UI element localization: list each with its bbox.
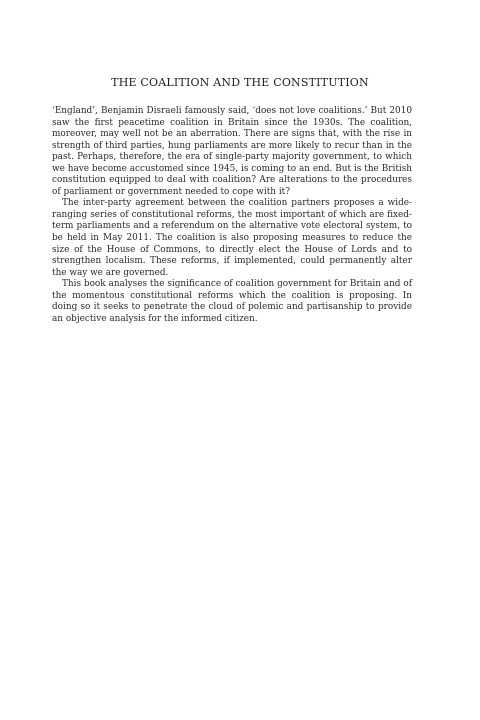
page-title: THE COALITION AND THE CONSTITUTION (111, 76, 369, 89)
blurb-text (52, 106, 412, 325)
paragraph-intro: ‘England’, Benjamin Disraeli famously said, ‘does not love coalitions.’ But 2010 saw the first peacetime coalition in Britain since the 1930s. The coalition, moreover, may well not be an aberration. There are signs that, with the rise in strength of third parties, hung parliaments are more likely to recur than in the past. Perhaps, therefore, the era of single-party majority government, to which we have become accustomed since 1945, is coming to an end. But is the British constitution equipped to deal with coalition? Are alterations to the procedures of parliament or government needed to cope with it? (52, 106, 412, 197)
paragraph-book-purpose: This book analyses the significance of coalition government for Britain and of the momentous constitutional reforms which the coalition is proposing. In doing so it seeks to penetrate the cloud of polemic and partisanship to provide an objective analysis for the informed citizen. (52, 279, 412, 324)
paragraph-reforms: The inter-party agreement between the coalition partners proposes a wideranging series of constitutional reforms, the most important of which are fixedterm parliaments and a referendum on the alternative vote electoral system, to be held in May 2011. The coalition is also proposing measures to reduce the size of the House of Commons, to directly elect the House of Lords and to strengthen localism. These reforms, if implemented, could permanently alter the way we are governed. (52, 198, 412, 278)
